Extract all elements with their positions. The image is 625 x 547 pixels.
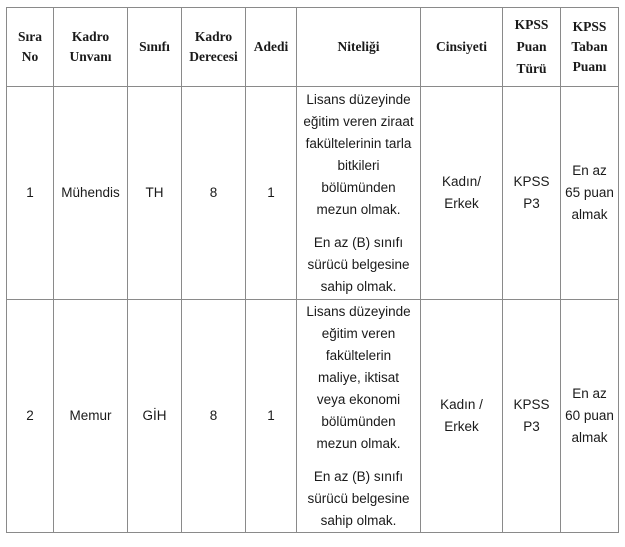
- cell-sira-no: 2: [7, 300, 54, 533]
- table-row: [7, 87, 619, 300]
- cell-kadro-derecesi: 8: [182, 300, 246, 533]
- cell-cinsiyeti: Kadın / Erkek: [421, 300, 503, 533]
- cell-sira-no: 1: [7, 87, 54, 300]
- nitelik-education: Lisans düzeyinde eğitim veren ziraat fakültelerinin tarla bitkileri bölümünden mezun olmak.: [303, 91, 414, 217]
- cell-adedi: 1: [246, 300, 297, 533]
- cell-kadro-unvani: Memur: [54, 300, 128, 533]
- cell-kadro-unvani: Mühendis: [54, 87, 128, 300]
- header-kpss-puan-turu: KPSS Puan Türü: [503, 8, 561, 87]
- header-kadro-derecesi: Kadro Derecesi: [182, 8, 246, 87]
- kadro-table: [6, 7, 619, 533]
- header-sinifi: Sınıfı: [128, 8, 182, 87]
- header-adedi: Adedi: [246, 8, 297, 87]
- cell-kpss-taban-puani: En az 60 puan almak: [561, 300, 619, 533]
- header-row: [7, 8, 619, 87]
- header-sira-no: Sıra No: [7, 8, 54, 87]
- cell-kpss-taban-puani: En az 65 puan almak: [561, 87, 619, 300]
- cell-cinsiyeti: Kadın/ Erkek: [421, 87, 503, 300]
- header-kpss-taban-puani: KPSS Taban Puanı: [561, 8, 619, 87]
- header-niteligi: Niteliği: [297, 8, 421, 87]
- nitelik-license: En az (B) sınıfı sürücü belgesine sahip olmak.: [307, 234, 410, 294]
- table-row: [7, 300, 619, 533]
- cell-niteligi: [297, 87, 421, 300]
- cell-sinifi: TH: [128, 87, 182, 300]
- cell-niteligi: [297, 300, 421, 533]
- header-cinsiyeti: Cinsiyeti: [421, 8, 503, 87]
- nitelik-license: En az (B) sınıfı sürücü belgesine sahip olmak.: [307, 468, 410, 528]
- cell-kpss-puan-turu: KPSS P3: [503, 300, 561, 533]
- cell-adedi: 1: [246, 87, 297, 300]
- cell-kpss-puan-turu: KPSS P3: [503, 87, 561, 300]
- header-kadro-unvani: Kadro Unvanı: [54, 8, 128, 87]
- cell-kadro-derecesi: 8: [182, 87, 246, 300]
- cell-sinifi: GİH: [128, 300, 182, 533]
- nitelik-education: Lisans düzeyinde eğitim veren fakültelerin maliye, iktisat veya ekonomi bölümünden mezun olmak.: [306, 303, 411, 451]
